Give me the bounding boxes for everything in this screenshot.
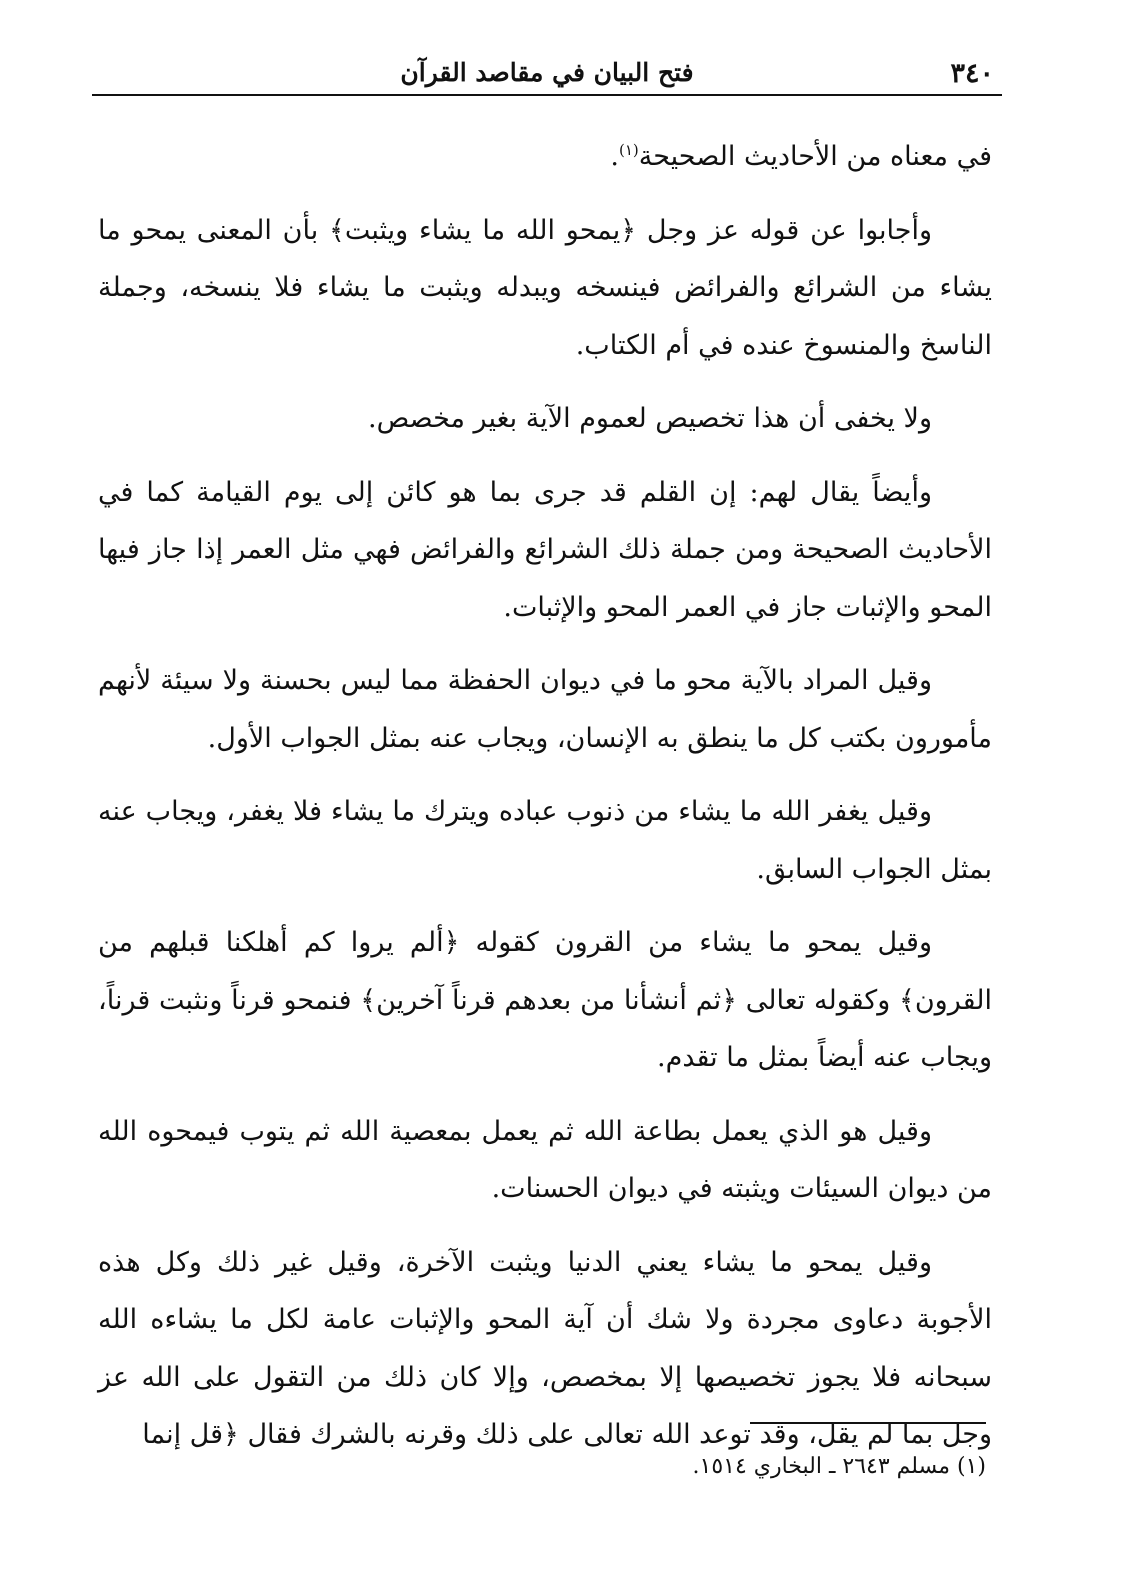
- footnote-rule: [750, 1422, 986, 1424]
- paragraph-8: وقيل هو الذي يعمل بطاعة الله ثم يعمل بمعصية الله ثم يتوب فيمحوه الله من ديوان السيئات ويثبته في ديوان الحسنات.: [98, 1115, 992, 1204]
- paragraph-3: ولا يخفى أن هذا تخصيص لعموم الآية بغير مخصص.: [368, 403, 932, 434]
- book-page: [92, 40, 1002, 1530]
- body-text: [98, 128, 992, 1480]
- footnote: (١) مسلم ٢٦٤٣ ـ البخاري ١٥١٤.: [692, 1454, 986, 1479]
- paragraph-1-trail: .: [610, 141, 619, 172]
- page-number: ٣٤٠: [950, 58, 994, 89]
- paragraph-2: وأجابوا عن قوله عز وجل ﴿يمحو الله ما يشاء ويثبت﴾ بأن المعنى يمحو ما يشاء من الشرائع والفرائض فينسخه ويبدله ويثبت ما يشاء فلا ينسخه، وجملة الناسخ والمنسوخ عنده في أم الكتاب.: [98, 214, 992, 361]
- paragraph-1-text: في معناه من الأحاديث الصحيحة: [638, 141, 992, 172]
- paragraph-9: وقيل يمحو ما يشاء يعني الدنيا ويثبت الآخرة، وقيل غير ذلك وكل هذه الأجوبة دعاوى مجردة ولا شك أن آية المحو والإثبات عامة لكل ما يشاءه الله سبحانه فلا يجوز تخصيصها إلا بمخصص، وإلا كان ذلك من التقول على الله عز وجل بما لم يقل، وقد توعد الله تعالى على ذلك وقرنه بالشرك فقال ﴿قل إنما: [98, 1246, 992, 1450]
- paragraph-5: وقيل المراد بالآية محو ما في ديوان الحفظة مما ليس بحسنة ولا سيئة لأنهم مأمورون بكتب كل ما ينطق به الإنسان، ويجاب عنه بمثل الجواب الأول.: [98, 665, 992, 754]
- header-rule: [92, 94, 1002, 96]
- paragraph-4: وأيضاً يقال لهم: إن القلم قد جرى بما هو كائن إلى يوم القيامة كما في الأحاديث الصحيحة ومن جملة ذلك الشرائع والفرائض فهي مثل العمر إذا جاز فيها المحو والإثبات جاز في العمر المحو والإثبات.: [98, 476, 992, 623]
- paragraph-7: وقيل يمحو ما يشاء من القرون كقوله ﴿ألم يروا كم أهلكنا قبلهم من القرون﴾ وكقوله تعالى ﴿ثم أنشأنا من بعدهم قرناً آخرين﴾ فنمحو قرناً ونثبت قرناً، ويجاب عنه أيضاً بمثل ما تقدم.: [98, 927, 992, 1073]
- footnote-reference: (١): [618, 141, 639, 159]
- paragraph-1: [98, 128, 992, 186]
- paragraph-6: وقيل يغفر الله ما يشاء من ذنوب عباده ويترك ما يشاء فلا يغفر، ويجاب عنه بمثل الجواب السابق.: [98, 796, 992, 885]
- running-title: فتح البيان في مقاصد القرآن: [400, 58, 694, 87]
